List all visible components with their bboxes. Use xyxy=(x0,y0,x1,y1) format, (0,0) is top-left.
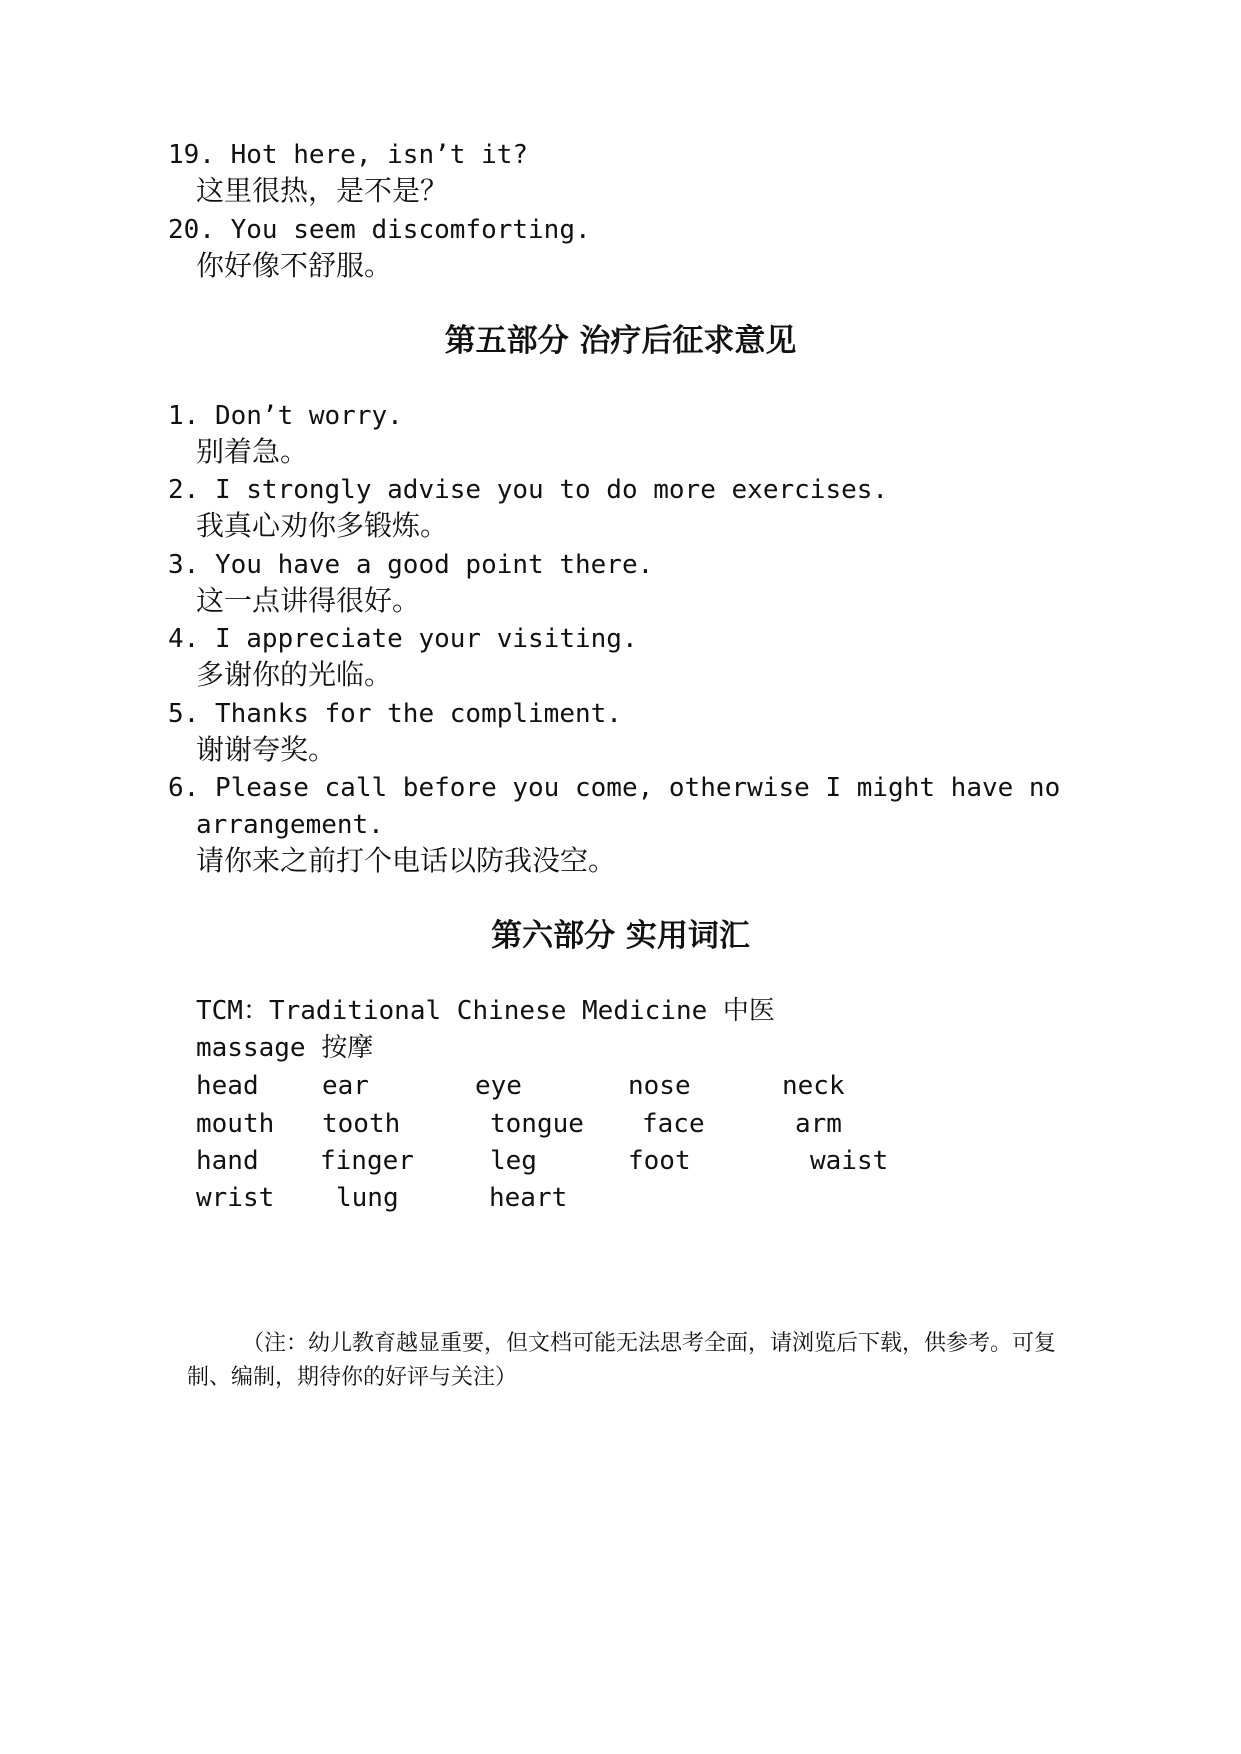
vocab-word: finger xyxy=(320,1146,414,1176)
vocab-word: hand xyxy=(196,1146,259,1176)
p5-item-1-zh: 别着急。 xyxy=(196,435,309,468)
vocab-tcm: TCM：Traditional Chinese Medicine 中医 xyxy=(196,996,775,1026)
vocab-word: arm xyxy=(795,1109,842,1139)
sentence-19-en: 19. Hot here, isn’t it? xyxy=(168,140,529,170)
vocab-word: waist xyxy=(810,1146,889,1176)
p5-item-3-en: 3. You have a good point there. xyxy=(168,550,654,580)
section-heading-part6: 第六部分 实用词汇 xyxy=(491,918,750,954)
p5-item-1-en: 1. Don’t worry. xyxy=(168,401,403,431)
vocab-word: foot xyxy=(628,1146,691,1176)
footer-note: （注：幼儿教育越显重要，但文档可能无法思考全面，请浏览后下载，供参考。可复制、编制，期待你的好评与关注） xyxy=(187,1331,1057,1390)
p5-item-5-en: 5. Thanks for the compliment. xyxy=(168,699,622,729)
section-heading-part5: 第五部分 治疗后征求意见 xyxy=(444,323,797,359)
p5-item-4-zh: 多谢你的光临。 xyxy=(196,658,393,691)
sentence-19-zh: 这里很热，是不是？ xyxy=(196,174,449,207)
vocab-word: nose xyxy=(628,1071,691,1101)
vocab-word: leg xyxy=(490,1146,537,1176)
p5-item-2-en: 2. I strongly advise you to do more exercises. xyxy=(168,475,889,505)
vocab-word: heart xyxy=(489,1183,568,1213)
p5-item-6-en: 6. Please call before you come, otherwise I might have no xyxy=(168,773,1061,803)
vocab-word: neck xyxy=(782,1071,845,1101)
vocab-word: eye xyxy=(475,1071,522,1101)
sentence-20-zh: 你好像不舒服。 xyxy=(196,249,393,282)
vocab-word: wrist xyxy=(196,1183,275,1213)
vocab-word: tongue xyxy=(490,1109,584,1139)
p5-item-2-zh: 我真心劝你多锻炼。 xyxy=(196,509,449,542)
p5-item-3-zh: 这一点讲得很好。 xyxy=(196,584,421,617)
p5-item-4-en: 4. I appreciate your visiting. xyxy=(168,624,638,654)
vocab-word: tooth xyxy=(322,1109,401,1139)
vocab-word: head xyxy=(196,1071,259,1101)
vocab-word: face xyxy=(642,1109,705,1139)
vocab-massage: massage 按摩 xyxy=(196,1033,374,1063)
sentence-20-en: 20. You seem discomforting. xyxy=(168,215,591,245)
p5-item-6-en-cont: arrangement. xyxy=(196,810,384,840)
vocab-word: lung xyxy=(336,1183,399,1213)
p5-item-5-zh: 谢谢夸奖。 xyxy=(196,733,337,766)
vocab-word: ear xyxy=(322,1071,369,1101)
vocab-word: mouth xyxy=(196,1109,275,1139)
p5-item-6-zh: 请你来之前打个电话以防我没空。 xyxy=(196,844,617,877)
